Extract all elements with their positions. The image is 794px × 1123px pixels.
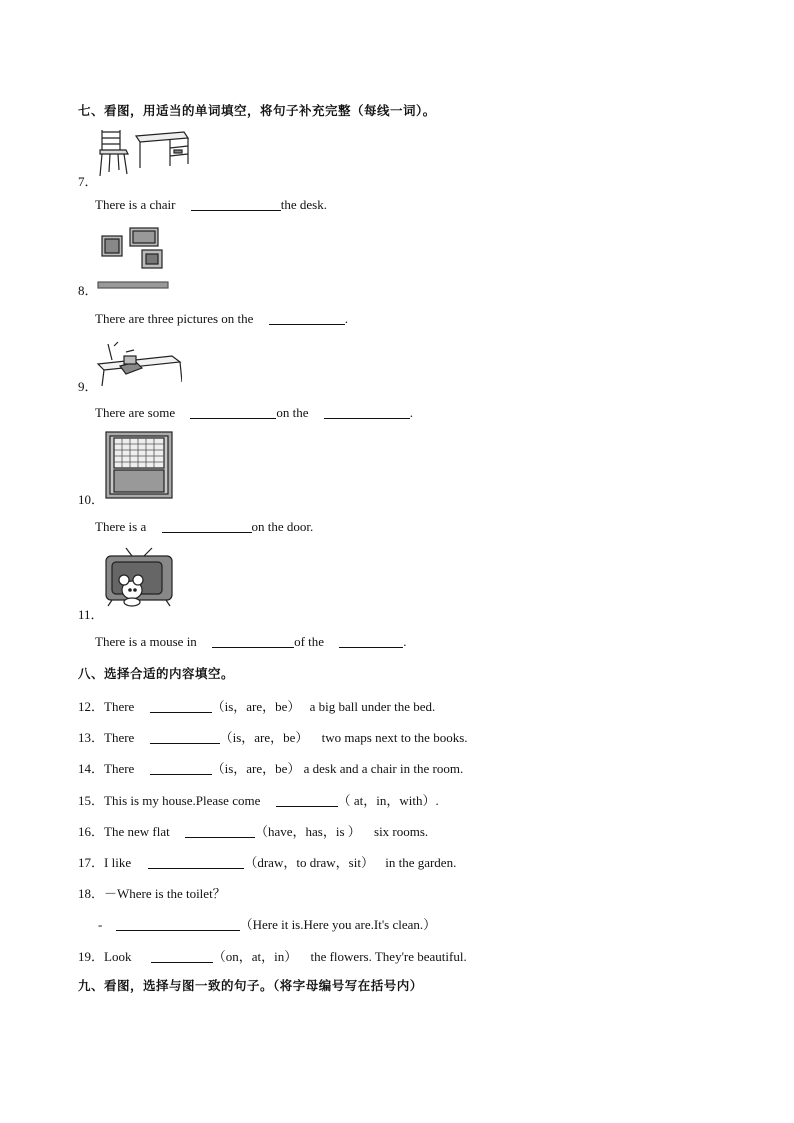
q19-row: 19．Look （on，at，in） the flowers. They're beautiful. bbox=[78, 949, 467, 964]
q10-answer-blank[interactable] bbox=[162, 520, 252, 533]
section-8-heading: 八、选择合适的内容填空。 bbox=[78, 666, 235, 681]
q8-number: 8． bbox=[78, 283, 98, 298]
q13-answer-blank[interactable] bbox=[150, 731, 220, 744]
section-9-heading: 九、看图，选择与图一致的句子。（将字母编号写在括号内） bbox=[78, 978, 423, 993]
q13-row: 13．There （is，are，be） two maps next to the books. bbox=[78, 730, 468, 745]
q11-sentence: There is a mouse in of the . bbox=[95, 634, 407, 649]
items-on-table-icon bbox=[96, 338, 182, 390]
q12-row: 12．There （is，are，be） a big ball under the bed. bbox=[78, 699, 436, 714]
q18-answer-row: - （Here it is.Here you are.It's clean.） bbox=[98, 917, 437, 932]
q14-answer-blank[interactable] bbox=[150, 762, 212, 775]
q11-answer-blank-1[interactable] bbox=[212, 635, 294, 648]
q18-answer-blank[interactable] bbox=[116, 918, 240, 931]
section-7-heading: 七、看图，用适当的单词填空，将句子补充完整（每线一词）。 bbox=[78, 103, 436, 118]
mouse-in-front-of-tv-icon bbox=[102, 546, 176, 608]
q9-sentence: There are some on the . bbox=[95, 405, 414, 420]
door-with-window-icon bbox=[104, 430, 174, 500]
q9-number: 9． bbox=[78, 379, 98, 394]
chair-and-desk-icon bbox=[96, 124, 190, 180]
q11-number: 11． bbox=[78, 607, 104, 622]
q14-row: 14．There （is，are，be） a desk and a chair in the room. bbox=[78, 761, 464, 776]
q11-answer-blank-2[interactable] bbox=[339, 635, 403, 648]
q7-sentence: There is a chair the desk. bbox=[95, 197, 327, 212]
q17-row: 17．I like （draw，to draw，sit） in the garden. bbox=[78, 855, 457, 870]
q17-answer-blank[interactable] bbox=[148, 856, 244, 869]
q9-answer-blank-2[interactable] bbox=[324, 406, 410, 419]
q10-sentence: There is a on the door. bbox=[95, 519, 314, 534]
q10-number: 10． bbox=[78, 492, 105, 507]
q9-answer-blank-1[interactable] bbox=[190, 406, 276, 419]
q16-row: 16．The new flat （have，has，is ） six rooms. bbox=[78, 824, 429, 839]
q15-row: 15．This is my house.Please come （ at，in，with）. bbox=[78, 793, 439, 808]
q8-sentence: There are three pictures on the . bbox=[95, 311, 348, 326]
q18-question: 18．－Where is the toilet？ bbox=[78, 886, 226, 901]
q15-answer-blank[interactable] bbox=[276, 794, 338, 807]
q7-answer-blank[interactable] bbox=[191, 198, 281, 211]
three-pictures-on-wall-icon bbox=[96, 226, 170, 292]
q19-answer-blank[interactable] bbox=[151, 950, 213, 963]
q8-answer-blank[interactable] bbox=[269, 312, 345, 325]
q7-number: 7． bbox=[78, 174, 98, 189]
q12-answer-blank[interactable] bbox=[150, 700, 212, 713]
q16-answer-blank[interactable] bbox=[185, 825, 255, 838]
